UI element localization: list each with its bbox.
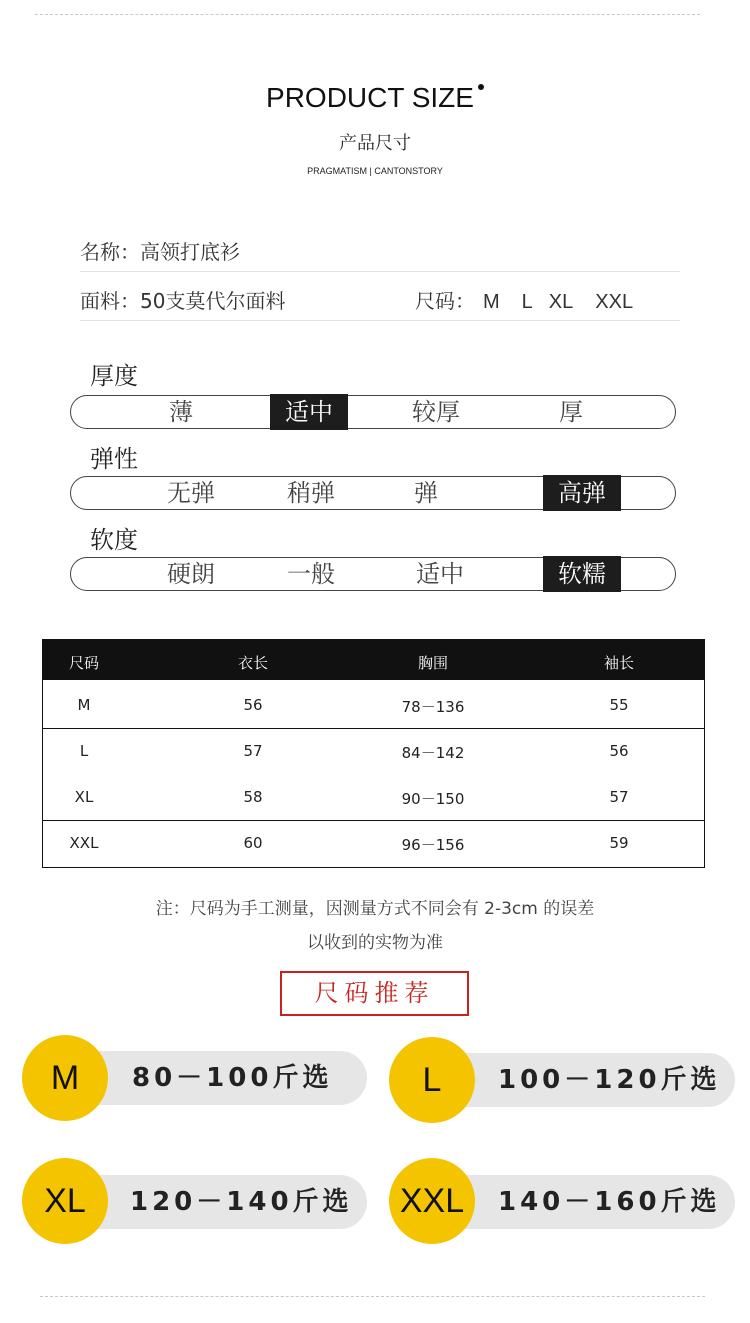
- attr-option: 适中: [416, 560, 464, 588]
- table-row: [43, 728, 704, 774]
- attr-option: 稍弹: [287, 479, 335, 507]
- cell-length: 60: [243, 834, 263, 852]
- size-badge-m: M: [22, 1035, 108, 1121]
- table-row: [43, 682, 704, 728]
- cell-length: 58: [243, 788, 263, 806]
- attr-elasticity-label: 弹性: [90, 445, 138, 473]
- cell-size: XXL: [69, 834, 99, 852]
- cell-sleeve: 56: [609, 742, 629, 760]
- attr-option: 无弹: [167, 479, 215, 507]
- cell-sleeve: 55: [609, 696, 629, 714]
- attr-option: 较厚: [412, 398, 460, 426]
- page-subtitle: 产品尺寸: [339, 133, 411, 154]
- info-divider: [80, 271, 680, 272]
- size-option: XL: [548, 291, 574, 313]
- cell-chest: 78－136: [401, 698, 465, 716]
- size-badge-xxl: XXL: [389, 1158, 475, 1244]
- cell-chest: 84－142: [401, 744, 465, 762]
- size-label: 尺码：: [415, 289, 475, 313]
- attr-thickness-scale: [70, 395, 676, 429]
- col-header-sleeve: 袖长: [603, 654, 634, 672]
- weight-range-xl: 120－140斤选: [60, 1175, 367, 1229]
- attr-option: 厚: [559, 398, 583, 426]
- table-row: [43, 820, 704, 866]
- product-name-value: 高领打底衫: [140, 240, 240, 264]
- cell-length: 57: [243, 742, 263, 760]
- cell-chest: 96－156: [401, 836, 465, 854]
- cell-chest: 90－150: [401, 790, 465, 808]
- weight-range-m: 80－100斤选: [60, 1051, 367, 1105]
- attr-option-selected: 高弹: [543, 475, 621, 511]
- attr-elasticity-scale: [70, 476, 676, 510]
- cell-sleeve: 57: [609, 788, 629, 806]
- cell-size: XL: [74, 788, 94, 806]
- weight-range-l: 100－120斤选: [428, 1053, 735, 1107]
- fabric-value: 50支莫代尔面料: [140, 289, 286, 313]
- attr-option: 硬朗: [167, 560, 215, 588]
- cell-size: M: [77, 696, 91, 714]
- size-option: L: [521, 291, 533, 313]
- attr-option: 弹: [414, 479, 438, 507]
- attr-option: 一般: [287, 560, 335, 588]
- attr-softness-scale: [70, 557, 676, 591]
- col-header-length: 衣长: [237, 654, 268, 672]
- available-sizes: [415, 285, 633, 314]
- size-badge-l: L: [389, 1037, 475, 1123]
- brand-line: PRAGMATISM | CANTONSTORY: [307, 166, 443, 176]
- cell-sleeve: 59: [609, 834, 629, 852]
- size-table: [42, 639, 705, 868]
- title-dot-icon: [478, 84, 484, 90]
- measurement-note: 注：尺码为手工测量，因测量方式不同会有 2-3cm 的误差: [155, 899, 595, 919]
- product-name-label: 名称：: [80, 240, 140, 264]
- attr-softness-label: 软度: [90, 526, 138, 554]
- cell-length: 56: [243, 696, 263, 714]
- page-title: [0, 82, 750, 114]
- product-name-row: [80, 236, 680, 265]
- bottom-dashed-divider: [40, 1296, 705, 1297]
- col-header-chest: 胸围: [417, 654, 448, 672]
- size-badge-xl: XL: [22, 1158, 108, 1244]
- product-fabric-row: [80, 285, 680, 314]
- attr-option: 薄: [169, 398, 193, 426]
- col-header-size: 尺码: [68, 654, 99, 672]
- info-divider: [80, 320, 680, 321]
- fabric-label: 面料：: [80, 289, 140, 313]
- cell-size: L: [79, 742, 89, 760]
- top-dashed-divider: [35, 14, 700, 15]
- size-option: M: [483, 291, 500, 313]
- attr-option-selected: 适中: [270, 394, 348, 430]
- weight-range-xxl: 140－160斤选: [428, 1175, 735, 1229]
- table-header: [43, 640, 704, 680]
- measurement-note-2: 以收到的实物为准: [307, 933, 443, 953]
- table-row: [43, 774, 704, 820]
- size-recommend-title: 尺码推荐: [280, 971, 469, 1016]
- attr-thickness-label: 厚度: [90, 362, 138, 390]
- page-title-text: PRODUCT SIZE: [266, 82, 474, 113]
- size-option: XXL: [595, 291, 634, 313]
- attr-option-selected: 软糯: [543, 556, 621, 592]
